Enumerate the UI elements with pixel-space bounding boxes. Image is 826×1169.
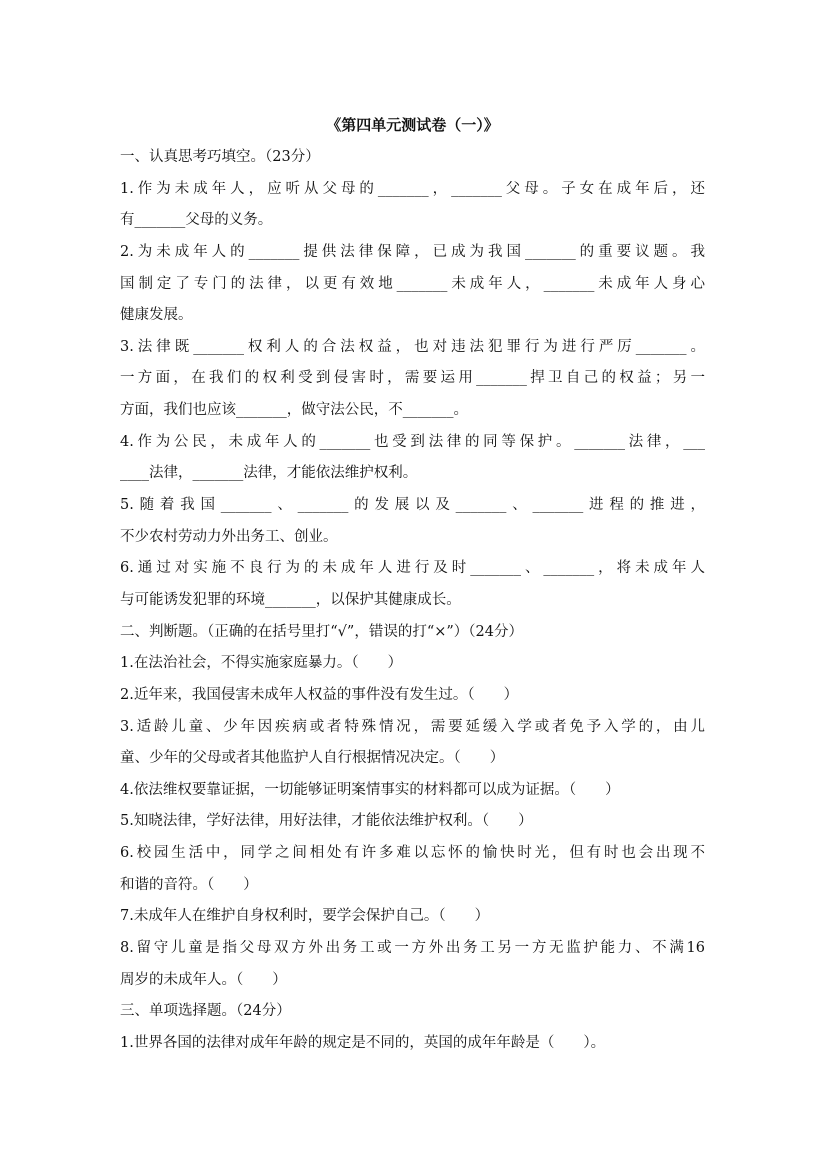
text-line: 有_______父母的义务。 xyxy=(120,212,273,229)
text-line: 二、判断题。（正确的在括号里打“√”，错误的打“×”）（24分） xyxy=(120,623,523,640)
text-line: 1.作为未成年人，应听从父母的_______，_______父母。子女在成年后，还 xyxy=(120,180,705,197)
text-line: 2.为未成年人的_______提供法律保障，已成为我国_______的重要议题。我 xyxy=(120,243,705,260)
text-line: 童、少年的父母或者其他监护人自行根据情况决定。（ ） xyxy=(120,750,505,767)
text-line: 国制定了专门的法律，以更有效地_______未成年人，_______未成年人身心 xyxy=(120,275,705,292)
text-line: 8.留守儿童是指父母双方外出务工或一方外出务工另一方无监护能力、不满16 xyxy=(120,940,705,957)
text-line: 和谐的音符。（ ） xyxy=(120,876,258,893)
text-line: 1.在法治社会，不得实施家庭暴力。（ ） xyxy=(120,655,403,672)
text-line: 1.世界各国的法律对成年年龄的规定是不同的，英国的成年年龄是（ ）。 xyxy=(120,1034,606,1051)
text-line: 方面，我们也应该_______，做守法公民，不_______。 xyxy=(120,402,468,419)
text-line: 3.适龄儿童、少年因疾病或者特殊情况，需要延缓入学或者免予入学的，由儿 xyxy=(120,718,705,735)
page-title: 《第四单元测试卷（一）》 xyxy=(326,116,499,134)
text-line: 7.未成年人在维护自身权利时，要学会保护自己。（ ） xyxy=(120,908,490,925)
text-line: 5.知晓法律，学好法律，用好法律，才能依法维护权利。（ ） xyxy=(120,813,533,830)
text-line: 不少农村劳动力外出务工、创业。 xyxy=(120,528,338,545)
document-body xyxy=(120,142,705,1060)
text-line: 4.依法维权要靠证据，一切能够证明案情事实的材料都可以成为证据。（ ） xyxy=(120,781,620,798)
text-line: 5.随着我国_______、_______的发展以及_______、_______进程的推进， xyxy=(120,497,705,514)
text-line: ____法律，_______法律，才能依法维护权利。 xyxy=(120,465,418,482)
exam-page xyxy=(120,112,705,1060)
text-line: 3.法律既_______权利人的合法权益，也对违法犯罪行为进行严厉_______。 xyxy=(120,338,705,355)
text-line: 健康发展。 xyxy=(120,307,193,324)
text-line: 三、单项选择题。（24分） xyxy=(120,1003,291,1020)
text-line: 与可能诱发犯罪的环境_______，以保护其健康成长。 xyxy=(120,591,461,608)
text-line: 一方面，在我们的权利受到侵害时，需要运用_______捍卫自己的权益；另一 xyxy=(120,370,705,387)
text-line: 6.校园生活中，同学之间相处有许多难以忘怀的愉快时光，但有时也会出现不 xyxy=(120,845,705,862)
text-line: 2.近年来，我国侵害未成年人权益的事件没有发生过。（ ） xyxy=(120,686,519,703)
text-line: 6.通过对实施不良行为的未成年人进行及时_______、_______，将未成年人 xyxy=(120,560,705,577)
text-line: 一、认真思考巧填空。（23分） xyxy=(120,149,320,165)
text-line: 4.作为公民，未成年人的_______也受到法律的同等保护。_______法律，___ xyxy=(120,433,705,450)
text-line: 周岁的未成年人。（ ） xyxy=(120,971,287,988)
